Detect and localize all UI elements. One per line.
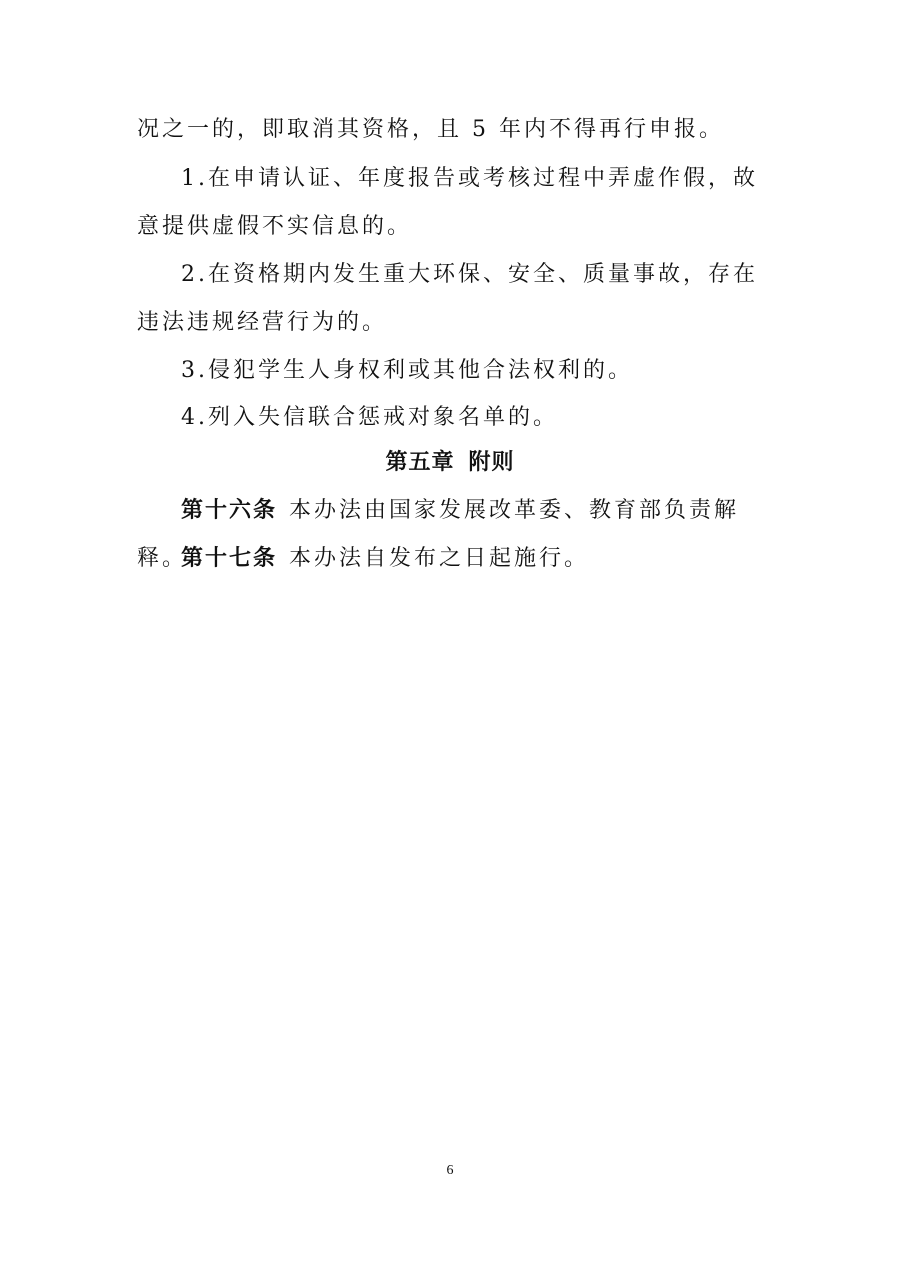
- list-item-1: 1.在申请认证、年度报告或考核过程中弄虚作假，故意提供虚假不实信息的。: [137, 166, 758, 239]
- article-text: 本办法由国家发展改革委、教育部负责解释。: [137, 498, 740, 571]
- list-item-3: 3.侵犯学生人身权利或其他合法权利的。: [181, 358, 633, 383]
- paragraph-continuation: 况之一的，即取消其资格，且 5 年内不得再行申报。: [137, 117, 724, 142]
- chapter-heading: [0, 439, 900, 487]
- article-label: 第十六条: [181, 498, 278, 523]
- chapter-title: 附则: [468, 450, 515, 475]
- article-label: 第十七条: [181, 546, 278, 571]
- article-text: 本办法自发布之日起施行。: [289, 546, 590, 571]
- page-number: 6: [446, 1163, 454, 1178]
- list-item-2: 2.在资格期内发生重大环保、安全、质量事故，存在违法违规经营行为的。: [137, 262, 758, 335]
- chapter-number: 第五章: [385, 450, 455, 475]
- list-item-4: 4.列入失信联合惩戒对象名单的。: [181, 405, 558, 430]
- article-17: [137, 535, 767, 583]
